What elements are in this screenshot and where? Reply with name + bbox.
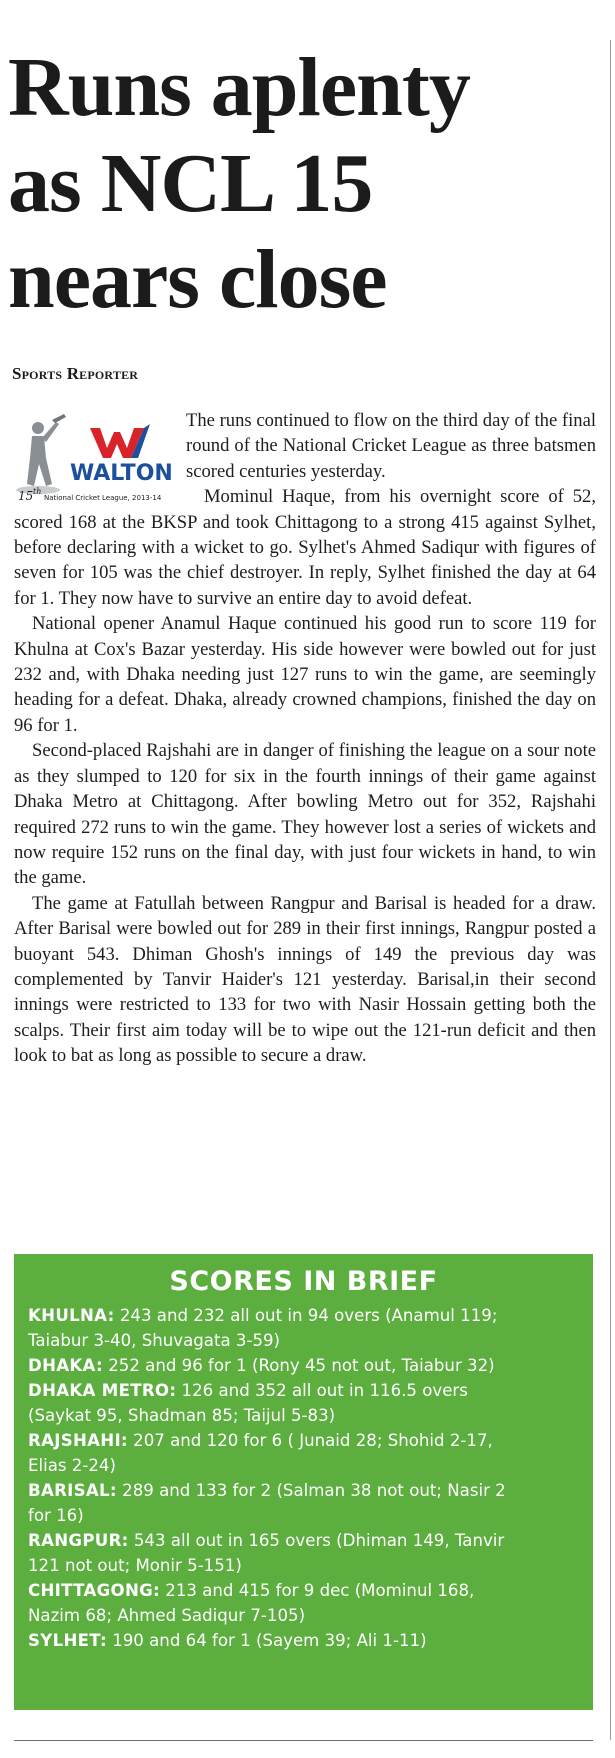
logo-brand: WALTON bbox=[70, 461, 173, 486]
byline: Sports Reporter bbox=[12, 364, 139, 383]
logo-edition-suffix: th bbox=[33, 487, 42, 496]
article-body bbox=[14, 408, 596, 1069]
paragraph-4: Second-placed Rajshahi are in danger of finishing the league on a sour note as they slumped to 120 for six in the fourth innings of their game against Dhaka Metro at Chittagong. After bowling Metro out for 352, Rajshahi required 272 runs to win the game. They however lost a series of wickets and now require 152 runs on the final day, with just four wickets in hand, to win the game. bbox=[14, 740, 596, 889]
team-name: BARISAL: bbox=[28, 1481, 117, 1500]
score-line-2: 121 not out; Monir 5-151) bbox=[28, 1556, 242, 1575]
paragraph-2: Mominul Haque, from his overnight score of 52, scored 168 at the BKSP and took Chittagong to a strong 415 against Sylhet, before declaring with a wicket to go. Sylhet's Ahmed Sadiqur with figures of seven for 105 was the chief destroyer. In reply, Sylhet finished the day at 64 for 1. They now have to survive an entire day to avoid defeat. bbox=[14, 486, 596, 609]
bottom-rule bbox=[14, 1740, 593, 1741]
score-row-dhaka bbox=[28, 1353, 579, 1378]
team-name: DHAKA: bbox=[28, 1356, 103, 1375]
score-line-2: for 16) bbox=[28, 1506, 84, 1525]
team-name: KHULNA: bbox=[28, 1306, 115, 1325]
score-row-rangpur bbox=[28, 1528, 579, 1578]
score-row-barisal bbox=[28, 1478, 579, 1528]
score-line-1: 207 and 120 for 6 ( Junaid 28; Shohid 2-17, bbox=[127, 1431, 493, 1450]
logo-edition: 15 bbox=[18, 489, 34, 502]
team-name: CHITTAGONG: bbox=[28, 1581, 160, 1600]
score-line-2: Nazim 68; Ahmed Sadiqur 7-105) bbox=[28, 1606, 306, 1625]
score-row-rajshahi bbox=[28, 1428, 579, 1478]
column-rule bbox=[610, 40, 611, 1740]
scores-in-brief-title: SCORES IN BRIEF bbox=[169, 1266, 438, 1297]
headline-line-1: Runs aplenty bbox=[8, 41, 470, 134]
score-row-khulna bbox=[28, 1303, 579, 1353]
score-line-1: 289 and 133 for 2 (Salman 38 not out; Nasir 2 bbox=[116, 1481, 506, 1500]
headline bbox=[8, 40, 598, 328]
score-line-1: 126 and 352 all out in 116.5 overs bbox=[176, 1381, 468, 1400]
score-line-1: 543 all out in 165 overs (Dhiman 149, Tanvir bbox=[128, 1531, 505, 1550]
paragraph-1: The runs continued to flow on the third day of the final round of the National Cricket League as three batsmen scored centuries yesterday. bbox=[186, 410, 596, 482]
headline-line-2: as NCL 15 bbox=[8, 137, 373, 230]
scores-in-brief-box bbox=[14, 1254, 593, 1710]
paragraph-3: National opener Anamul Haque continued his good run to score 119 for Khulna at Cox's Bazar yesterday. His side however were bowled out for just 232 and, with Dhaka needing just 127 runs to win the game, are seemingly heading for a defeat. Dhaka, already crowned champions, finished the day on 96 for 1. bbox=[14, 613, 596, 736]
logo-caption: National Cricket League, 2013-14 bbox=[44, 494, 162, 502]
score-line-1: 252 and 96 for 1 (Rony 45 not out, Taiabur 32) bbox=[102, 1356, 495, 1375]
score-row-dhaka-metro bbox=[28, 1378, 579, 1428]
team-name: SYLHET: bbox=[28, 1631, 107, 1650]
team-name: RANGPUR: bbox=[28, 1531, 129, 1550]
score-line-1: 190 and 64 for 1 (Sayem 39; Ali 1-11) bbox=[106, 1631, 427, 1650]
logo-float-space bbox=[14, 408, 186, 508]
score-line-2: Taiabur 3-40, Shuvagata 3-59) bbox=[28, 1331, 281, 1350]
score-row-sylhet bbox=[28, 1628, 579, 1653]
paragraph-5: The game at Fatullah between Rangpur and Barisal is headed for a draw. After Barisal were bowled out for 289 in their first innings, Rangpur posted a buoyant 543. Dhiman Ghosh's innings of 149 the previous day was complemented by Tanvir Haider's 121 yesterday. Barisal,in their second innings were restricted to 133 for two with Nasir Hossain getting both the scalps. Their first aim today will be to wipe out the 121-run deficit and then look to bat as long as possible to secure a draw. bbox=[14, 892, 596, 1067]
score-line-2: Elias 2-24) bbox=[28, 1456, 116, 1475]
team-name: RAJSHAHI: bbox=[28, 1431, 128, 1450]
team-name: DHAKA METRO: bbox=[28, 1381, 177, 1400]
score-line-2: (Saykat 95, Shadman 85; Taijul 5-83) bbox=[28, 1406, 336, 1425]
score-line-1: 243 and 232 all out in 94 overs (Anamul 119; bbox=[114, 1306, 498, 1325]
score-row-chittagong bbox=[28, 1578, 579, 1628]
headline-line-3: nears close bbox=[8, 233, 387, 326]
score-line-1: 213 and 415 for 9 dec (Mominul 168, bbox=[159, 1581, 475, 1600]
